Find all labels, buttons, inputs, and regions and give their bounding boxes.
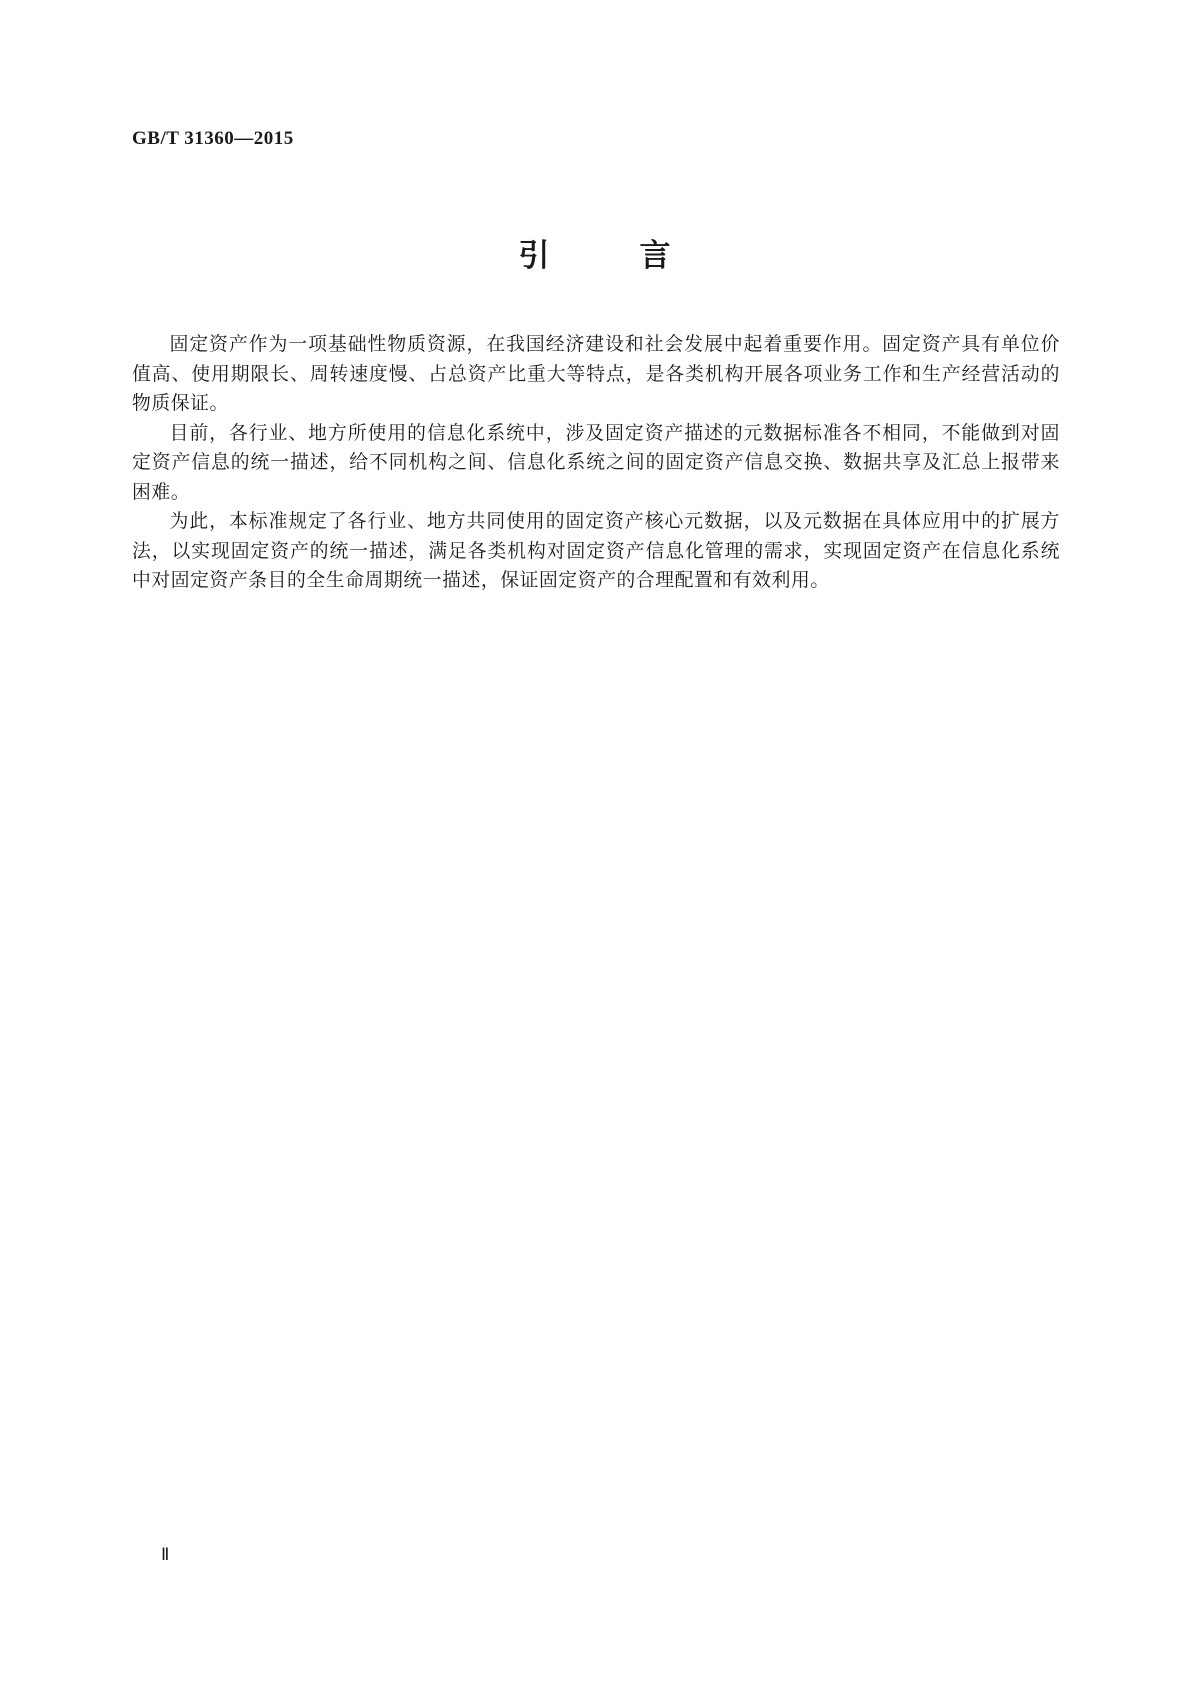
paragraph-3: 为此，本标准规定了各行业、地方共同使用的固定资产核心元数据，以及元数据在具体应用中的扩展方法，以实现固定资产的统一描述，满足各类机构对固定资产信息化管理的需求，实现固定资产在信息化系统中对固定资产条目的全生命周期统一描述，保证固定资产的合理配置和有效利用。 xyxy=(132,511,1060,591)
document-code: GB/T 31360—2015 xyxy=(132,128,294,149)
paragraph-1: 固定资产作为一项基础性物质资源，在我国经济建设和社会发展中起着重要作用。固定资产具有单位价值高、使用期限长、周转速度慢、占总资产比重大等特点，是各类机构开展各项业务工作和生产经营活动的物质保证。 xyxy=(132,334,1060,414)
page-number: Ⅱ xyxy=(161,1545,170,1564)
page-title-char-2: 言 xyxy=(639,238,673,274)
body-text xyxy=(132,330,1060,596)
page-title xyxy=(0,230,1191,275)
page-title-char-1: 引 xyxy=(518,238,552,274)
paragraph-2: 目前，各行业、地方所使用的信息化系统中，涉及固定资产描述的元数据标准各不相同，不能做到对固定资产信息的统一描述，给不同机构之间、信息化系统之间的固定资产信息交换、数据共享及汇总上报带来困难。 xyxy=(132,422,1060,503)
